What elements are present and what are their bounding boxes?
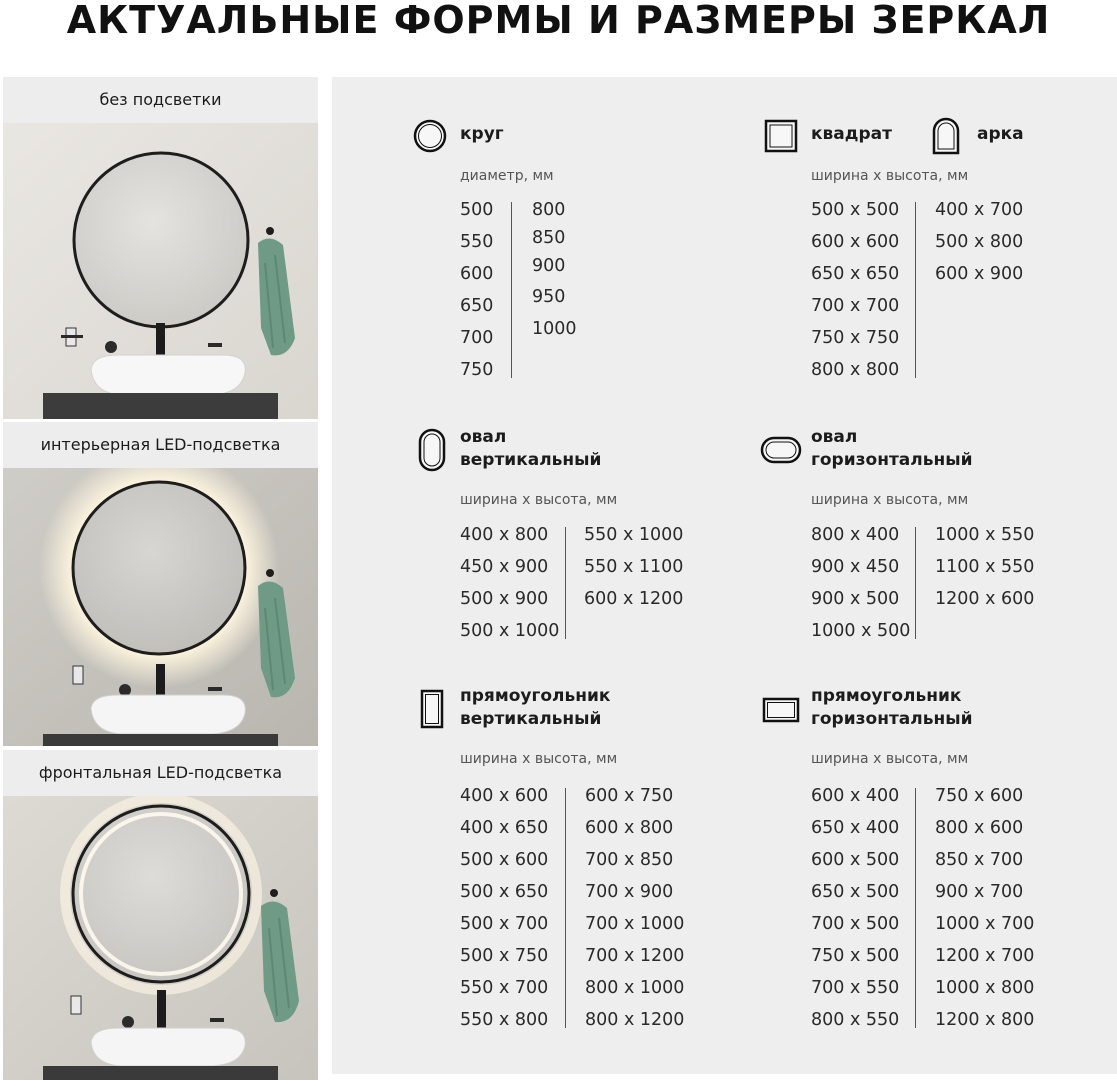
size-value: 600 х 900 [935, 264, 1024, 284]
rect-horizontal-title-line2: горизонтальный [811, 709, 973, 729]
size-value: 900 х 450 [811, 557, 900, 577]
rect-vertical-sizes-col1 [460, 780, 548, 1036]
square-icon [764, 119, 798, 158]
size-value: 600 [460, 264, 494, 284]
size-value: 400 х 600 [460, 786, 549, 806]
oval-horizontal-sizes-col2 [935, 519, 1034, 615]
size-value: 500 х 750 [460, 946, 549, 966]
photo-no-backlight [3, 123, 318, 419]
oval-horizontal-sizes-col1 [811, 519, 910, 647]
size-value: 450 х 900 [460, 557, 549, 577]
size-value: 700 х 1000 [585, 914, 685, 934]
size-value: 400 х 800 [460, 525, 549, 545]
rect-horizontal-subtitle: ширина х высота, мм [811, 751, 969, 767]
size-value: 900 х 500 [811, 589, 900, 609]
size-value: 600 х 500 [811, 850, 900, 870]
size-value: 400 х 650 [460, 818, 549, 838]
size-value: 550 х 800 [460, 1010, 549, 1030]
oval-vertical-title-line1: овал [460, 427, 507, 447]
size-value: 1100 х 550 [935, 557, 1035, 577]
size-value: 800 х 400 [811, 525, 900, 545]
oval-vertical-sizes-col1 [460, 519, 559, 647]
size-value: 700 х 500 [811, 914, 900, 934]
size-value: 800 х 600 [935, 818, 1024, 838]
circle-sizes-col2 [532, 194, 577, 345]
size-value: 1200 х 800 [935, 1010, 1035, 1030]
circle-icon [413, 119, 447, 158]
size-value: 1000 х 800 [935, 978, 1035, 998]
oval-horizontal-title-line2: горизонтальный [811, 450, 973, 470]
rect-vertical-title-line1: прямоугольник [460, 686, 611, 706]
size-value: 600 х 750 [585, 786, 674, 806]
rect-vertical-sizes-col2 [585, 780, 684, 1036]
square-sizes-col [811, 194, 899, 386]
horizontal-rectangle-icon [762, 697, 800, 728]
rect-horizontal-sizes-col2 [935, 780, 1034, 1036]
size-value: 550 х 1000 [584, 525, 684, 545]
rect-horizontal-title-line1: прямоугольник [811, 686, 962, 706]
arch-icon [932, 117, 960, 160]
size-value: 700 х 900 [585, 882, 674, 902]
page-title: АКТУАЛЬНЫЕ ФОРМЫ И РАЗМЕРЫ ЗЕРКАЛ [66, 0, 1051, 42]
size-value: 700 [460, 328, 494, 348]
size-value: 500 х 700 [460, 914, 549, 934]
size-value: 850 х 700 [935, 850, 1024, 870]
variant-label-no-backlight: без подсветки [3, 77, 318, 123]
oval-vertical-subtitle: ширина х высота, мм [460, 492, 618, 508]
size-value: 650 х 650 [811, 264, 900, 284]
size-value: 550 х 1100 [584, 557, 684, 577]
mirror-variants-column [3, 77, 318, 1080]
size-value: 750 [460, 360, 494, 380]
horizontal-oval-icon [760, 436, 802, 469]
size-value: 500 х 650 [460, 882, 549, 902]
size-value: 750 х 600 [935, 786, 1024, 806]
circle-title: круг [460, 124, 504, 144]
column-divider [565, 527, 566, 639]
oval-horizontal-subtitle: ширина х высота, мм [811, 492, 969, 508]
size-value: 650 х 400 [811, 818, 900, 838]
size-value: 750 х 500 [811, 946, 900, 966]
size-value: 800 х 1000 [585, 978, 685, 998]
rect-horizontal-sizes-col1 [811, 780, 899, 1036]
size-value: 800 [532, 200, 566, 220]
size-value: 600 х 600 [811, 232, 900, 252]
size-value: 800 х 1200 [585, 1010, 685, 1030]
size-value: 650 [460, 296, 494, 316]
vertical-rectangle-icon [420, 689, 444, 734]
size-value: 1000 х 550 [935, 525, 1035, 545]
oval-vertical-sizes-col2 [584, 519, 683, 615]
size-value: 750 х 750 [811, 328, 900, 348]
column-divider [915, 527, 916, 639]
size-value: 900 [532, 256, 566, 276]
column-divider [915, 202, 916, 378]
photo-interior-led [3, 468, 318, 746]
size-value: 700 х 850 [585, 850, 674, 870]
oval-horizontal-title-line1: овал [811, 427, 858, 447]
vertical-oval-icon [418, 428, 446, 477]
size-value: 500 х 1000 [460, 621, 560, 641]
size-value: 500 х 900 [460, 589, 549, 609]
circle-sizes-col1 [460, 194, 493, 386]
sizes-panel [332, 77, 1117, 1074]
column-divider [565, 788, 566, 1028]
size-value: 600 х 400 [811, 786, 900, 806]
size-value: 550 х 700 [460, 978, 549, 998]
arch-sizes-col [935, 194, 1023, 290]
size-value: 1000 [532, 319, 577, 339]
size-value: 1200 х 700 [935, 946, 1035, 966]
photo-front-led [3, 796, 318, 1080]
column-divider [915, 788, 916, 1028]
size-value: 700 х 550 [811, 978, 900, 998]
size-value: 900 х 700 [935, 882, 1024, 902]
rect-vertical-subtitle: ширина х высота, мм [460, 751, 618, 767]
size-value: 650 х 500 [811, 882, 900, 902]
size-value: 1000 х 700 [935, 914, 1035, 934]
size-value: 800 х 800 [811, 360, 900, 380]
square-title: квадрат [811, 124, 892, 144]
oval-vertical-title-line2: вертикальный [460, 450, 602, 470]
size-value: 600 х 1200 [584, 589, 684, 609]
size-value: 950 [532, 287, 566, 307]
size-value: 500 х 500 [811, 200, 900, 220]
circle-subtitle: диаметр, мм [460, 168, 554, 184]
arch-title: арка [977, 124, 1024, 144]
size-value: 500 х 600 [460, 850, 549, 870]
size-value: 550 [460, 232, 494, 252]
size-value: 1000 х 500 [811, 621, 911, 641]
rect-vertical-title-line2: вертикальный [460, 709, 602, 729]
size-value: 500 х 800 [935, 232, 1024, 252]
size-value: 400 х 700 [935, 200, 1024, 220]
size-value: 800 х 550 [811, 1010, 900, 1030]
size-value: 700 х 700 [811, 296, 900, 316]
size-value: 850 [532, 228, 566, 248]
square-subtitle: ширина х высота, мм [811, 168, 969, 184]
variant-label-interior-led: интерьерная LED-подсветка [3, 422, 318, 468]
size-value: 500 [460, 200, 494, 220]
size-value: 600 х 800 [585, 818, 674, 838]
size-value: 700 х 1200 [585, 946, 685, 966]
size-value: 1200 х 600 [935, 589, 1035, 609]
column-divider [511, 202, 512, 378]
variant-label-front-led: фронтальная LED-подсветка [3, 750, 318, 796]
